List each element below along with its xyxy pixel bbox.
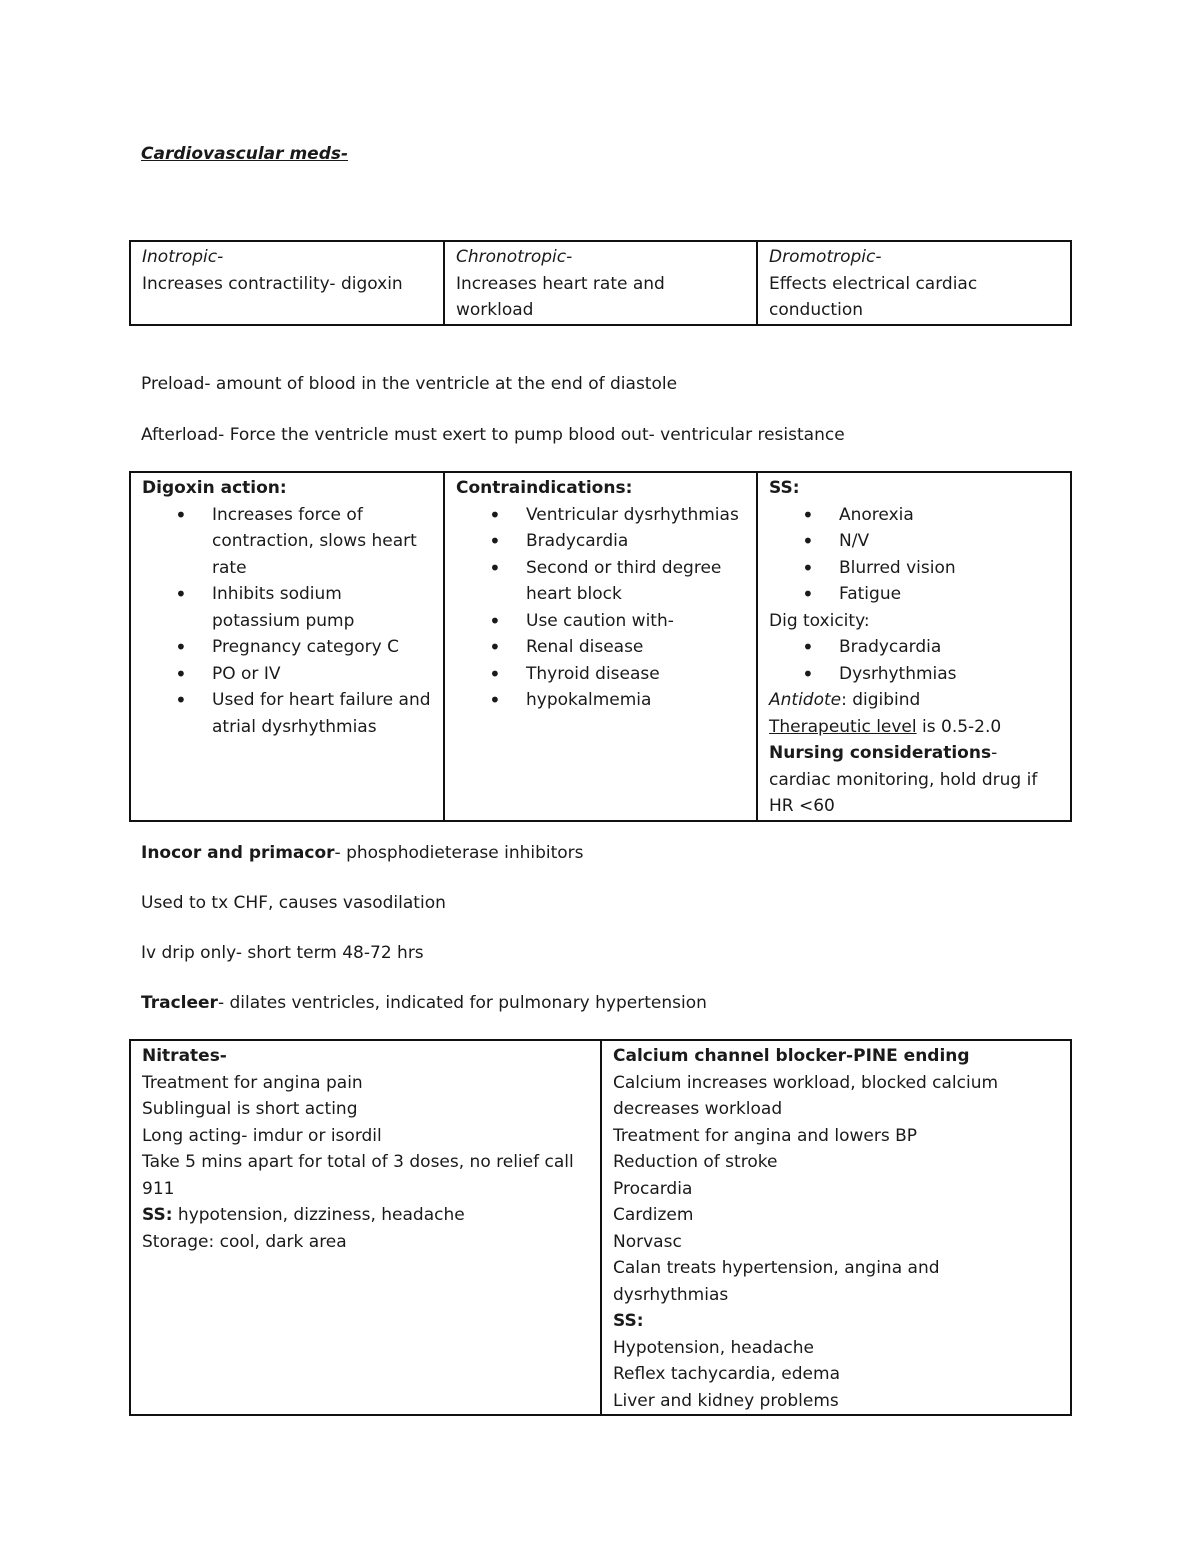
ccb-line: Procardia <box>613 1178 693 1199</box>
preload-definition: Preload- amount of blood in the ventricle at the end of diastole <box>141 374 678 394</box>
contraindications-cell <box>444 472 757 821</box>
side-effects-heading: SS: <box>769 478 800 498</box>
nitrates-cell <box>130 1040 601 1415</box>
list-item: • hypokalmemia <box>456 687 746 714</box>
list-item: • Anorexia <box>769 502 1060 529</box>
toxicity-list <box>769 634 1060 687</box>
nitrates-line: Take 5 mins apart for total of 3 doses, no relief call 911 <box>142 1152 574 1199</box>
list-item: • Second or third degree heart block <box>456 555 746 608</box>
list-item: • Inhibits sodium potassium pump <box>142 581 433 634</box>
nitrates-storage: Storage: cool, dark area <box>142 1231 347 1252</box>
list-item: • Use caution with- <box>456 608 746 635</box>
ccb-cell <box>601 1040 1071 1415</box>
side-effects-list <box>769 502 1060 608</box>
inocor-text: - phosphodieterase inhibitors <box>334 843 584 863</box>
contraindications-list <box>456 502 746 714</box>
ccb-ss-line: Liver and kidney problems <box>613 1390 839 1411</box>
dromotropic-text: Effects electrical cardiac conduction <box>769 273 978 320</box>
antidote-label: Antidote <box>769 690 842 710</box>
list-item: • Blurred vision <box>769 555 1060 582</box>
ccb-ss-line: Reflex tachycardia, edema <box>613 1364 840 1384</box>
therapeutic-line <box>769 714 1060 741</box>
ccb-line: Norvasc <box>613 1231 682 1252</box>
nursing-line <box>769 740 1060 820</box>
inotropic-cell <box>130 241 444 325</box>
chronotropic-heading: Chronotropic- <box>456 247 573 267</box>
list-item: • Ventricular dysrhythmias <box>456 502 746 529</box>
chf-line: Used to tx CHF, causes vasodilation <box>141 893 446 913</box>
antidote-value: : digibind <box>841 690 921 710</box>
contraindications-heading: Contraindications: <box>456 478 633 498</box>
page-title: Cardiovascular meds- <box>141 144 349 164</box>
ccb-line: Calan treats hypertension, angina and dysrhythmias <box>613 1258 940 1305</box>
iv-drip-line: Iv drip only- short term 48-72 hrs <box>141 943 424 963</box>
list-item: • Renal disease <box>456 634 746 661</box>
list-item: • Dysrhythmias <box>769 661 1060 688</box>
dromotropic-heading: Dromotropic- <box>769 247 882 267</box>
ccb-ss-label: SS: <box>613 1311 644 1331</box>
ccb-line: Cardizem <box>613 1205 694 1225</box>
inotropic-text: Increases contractility- digoxin <box>142 273 403 294</box>
list-item: • Bradycardia <box>456 528 746 555</box>
afterload-definition: Afterload- Force the ventricle must exert to pump blood out- ventricular resistance <box>141 425 845 445</box>
inocor-label: Inocor and primacor <box>141 843 335 863</box>
nitrates-ss-value: hypotension, dizziness, headache <box>172 1205 465 1225</box>
ccb-line: Treatment for angina and lowers BP <box>613 1125 918 1146</box>
nitrates-ss-label: SS: <box>142 1205 173 1225</box>
nitrates-line: Treatment for angina pain <box>142 1072 363 1093</box>
antidote-line <box>769 687 1060 714</box>
list-item: • Thyroid disease <box>456 661 746 688</box>
tracleer-label: Tracleer <box>141 993 218 1013</box>
inocor-line <box>141 843 584 863</box>
list-item: • Increases force of contraction, slows heart rate <box>142 502 433 582</box>
digoxin-action-cell <box>130 472 444 821</box>
tracleer-line <box>141 993 707 1013</box>
nitrates-ss-line <box>142 1202 590 1229</box>
inotropic-heading: Inotropic- <box>142 247 224 267</box>
nitrates-line: Sublingual is short acting <box>142 1099 358 1119</box>
list-item: • PO or IV <box>142 661 433 688</box>
tracleer-text: - dilates ventricles, indicated for pulmonary hypertension <box>217 993 707 1013</box>
chronotropic-cell <box>444 241 757 325</box>
nursing-value: - cardiac monitoring, hold drug if HR <60 <box>769 743 1038 816</box>
digoxin-action-list <box>142 502 433 741</box>
digoxin-table <box>129 471 1072 822</box>
list-item: • Bradycardia <box>769 634 1060 661</box>
ccb-line: Calcium increases workload, blocked calcium decreases workload <box>613 1072 999 1119</box>
nitrates-heading: Nitrates- <box>142 1046 227 1066</box>
list-item: • Used for heart failure and atrial dysrhythmias <box>142 687 433 740</box>
dromotropic-cell <box>757 241 1071 325</box>
therapeutic-label: Therapeutic level <box>769 716 917 737</box>
toxicity-heading: Dig toxicity: <box>769 610 870 631</box>
list-item: • N/V <box>769 528 1060 555</box>
therapeutic-value: is 0.5-2.0 <box>916 716 1002 737</box>
list-item: • Fatigue <box>769 581 1060 608</box>
nitrates-ccb-table <box>129 1039 1072 1416</box>
ccb-heading: Calcium channel blocker-PINE ending <box>613 1046 970 1066</box>
ccb-ss-line: Hypotension, headache <box>613 1337 814 1358</box>
drug-effects-table <box>129 240 1072 326</box>
nursing-label: Nursing considerations <box>769 743 992 763</box>
nitrates-line: Long acting- imdur or isordil <box>142 1125 382 1146</box>
chronotropic-text: Increases heart rate and workload <box>456 273 665 320</box>
ccb-line: Reduction of stroke <box>613 1152 778 1172</box>
side-effects-cell <box>757 472 1071 821</box>
list-item: • Pregnancy category C <box>142 634 433 661</box>
digoxin-action-heading: Digoxin action: <box>142 478 287 498</box>
